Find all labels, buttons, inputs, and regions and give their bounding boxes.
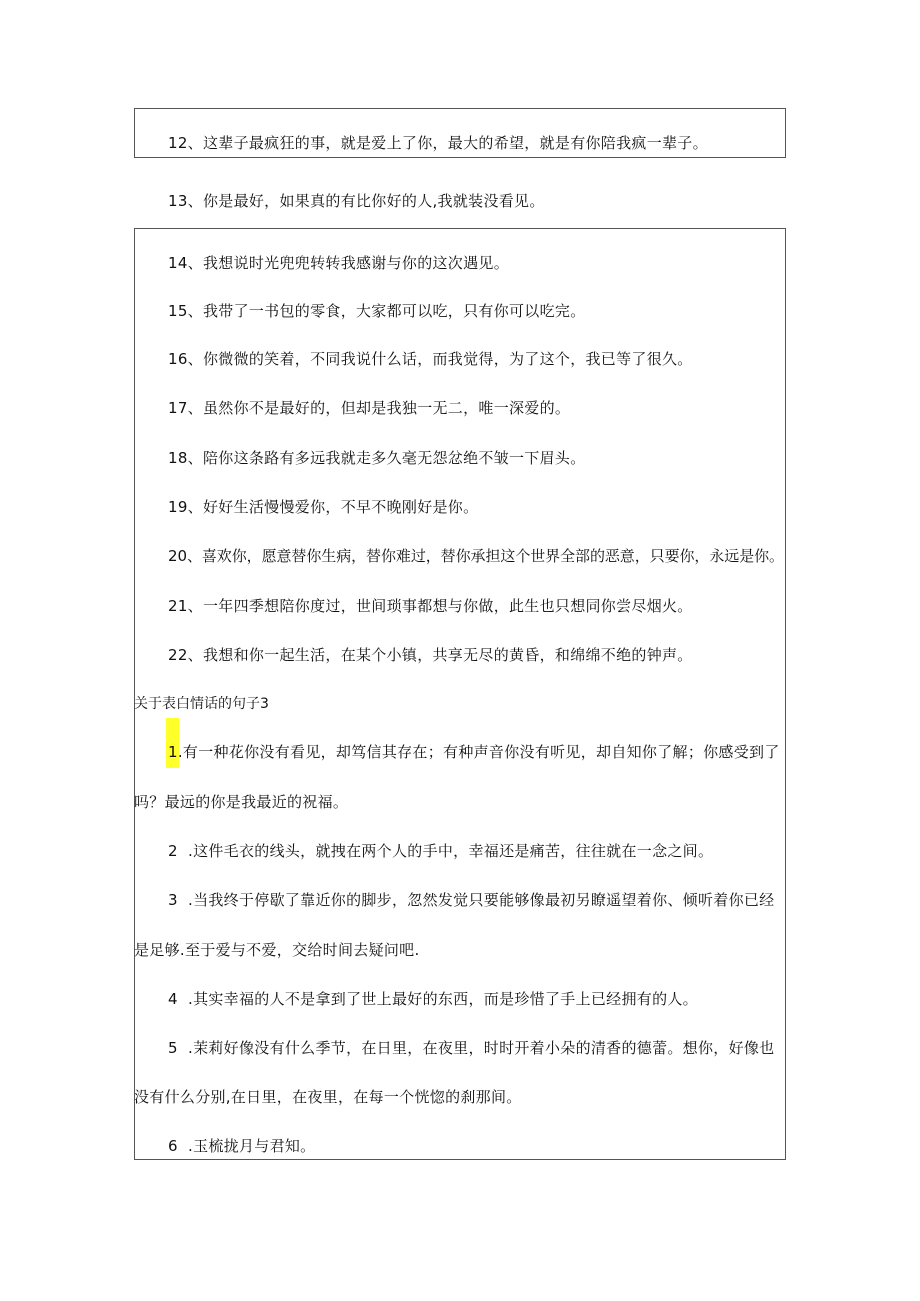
- paragraph-number: 1.: [168, 743, 183, 761]
- paragraph-6-line-1: [134, 1136, 315, 1156]
- paragraph-1-line-1: [134, 742, 780, 762]
- paragraph-text: .玉梳拢月与君知。: [188, 1137, 316, 1155]
- paragraph-3-line-1: [134, 890, 774, 910]
- paragraph-text: .这件毛衣的线头，就拽在两个人的手中，幸福还是痛苦，往往就在一念之间。: [188, 842, 714, 860]
- paragraph-4-line-1: [134, 989, 698, 1009]
- list-item: 21、一年四季想陪你度过，世间琐事都想与你做，此生也只想同你尝尽烟火。: [168, 597, 693, 615]
- list-item: 22、我想和你一起生活，在某个小镇，共享无尽的黄昏，和绵绵不绝的钟声。: [168, 646, 693, 664]
- paragraph-text: .茉莉好像没有什么季节，在日里，在夜里，时时开着小朵的清香的德蕾。想你，好像也: [188, 1039, 775, 1057]
- list-item: 20、喜欢你，愿意替你生病，替你难过，替你承担这个世界全部的恶意，只要你，永远是你。: [168, 547, 784, 565]
- list-item: 14、我想说时光兜兜转转我感谢与你的这次遇见。: [168, 254, 509, 272]
- paragraph-number: 6: [168, 1137, 178, 1155]
- paragraph-text: 有一种花你没有看见，却笃信其存在；有种声音你没有听见，却自知你了解；你感受到了: [182, 743, 780, 761]
- paragraph-2-line-1: [134, 841, 713, 861]
- section-heading: 关于表白情话的句子3: [134, 696, 269, 712]
- list-item: 16、你微微的笑着，不同我说什么话，而我觉得，为了这个，我已等了很久。: [168, 350, 693, 368]
- list-item: 18、陪你这条路有多远我就走多久毫无怨忿绝不皱一下眉头。: [168, 449, 586, 467]
- paragraph-text: .当我终于停歇了靠近你的脚步，忽然发觉只要能够像最初另瞭遥望着你、倾听着你已经: [188, 891, 775, 909]
- paragraph-number: 5: [168, 1039, 178, 1057]
- paragraph-1-line-2: 吗？最远的你是我最近的祝福。: [134, 793, 349, 811]
- list-item: 19、好好生活慢慢爱你，不早不晚刚好是你。: [168, 498, 479, 516]
- paragraph-number: 4: [168, 990, 178, 1008]
- paragraph-5-line-1: [134, 1038, 774, 1058]
- paragraph-text: .其实幸福的人不是拿到了世上最好的东西，而是珍惜了手上已经拥有的人。: [188, 990, 698, 1008]
- paragraph-5-line-2: 没有什么分别,在日里，在夜里，在每一个恍惚的刹那间。: [134, 1088, 522, 1106]
- list-item: 15、我带了一书包的零食，大家都可以吃，只有你可以吃完。: [168, 302, 586, 320]
- paragraph-number: 3: [168, 891, 178, 909]
- paragraph-number: 2: [168, 842, 178, 860]
- paragraph-3-line-2: 是足够.至于爱与不爱，交给时间去疑问吧.: [134, 941, 420, 959]
- list-item: 12、这辈子最疯狂的事，就是爱上了你，最大的希望，就是有你陪我疯一辈子。: [168, 134, 708, 152]
- list-item: 17、虽然你不是最好的，但却是我独一无二，唯一深爱的。: [168, 399, 571, 417]
- list-item: 13、你是最好，如果真的有比你好的人,我就装没看见。: [168, 192, 545, 210]
